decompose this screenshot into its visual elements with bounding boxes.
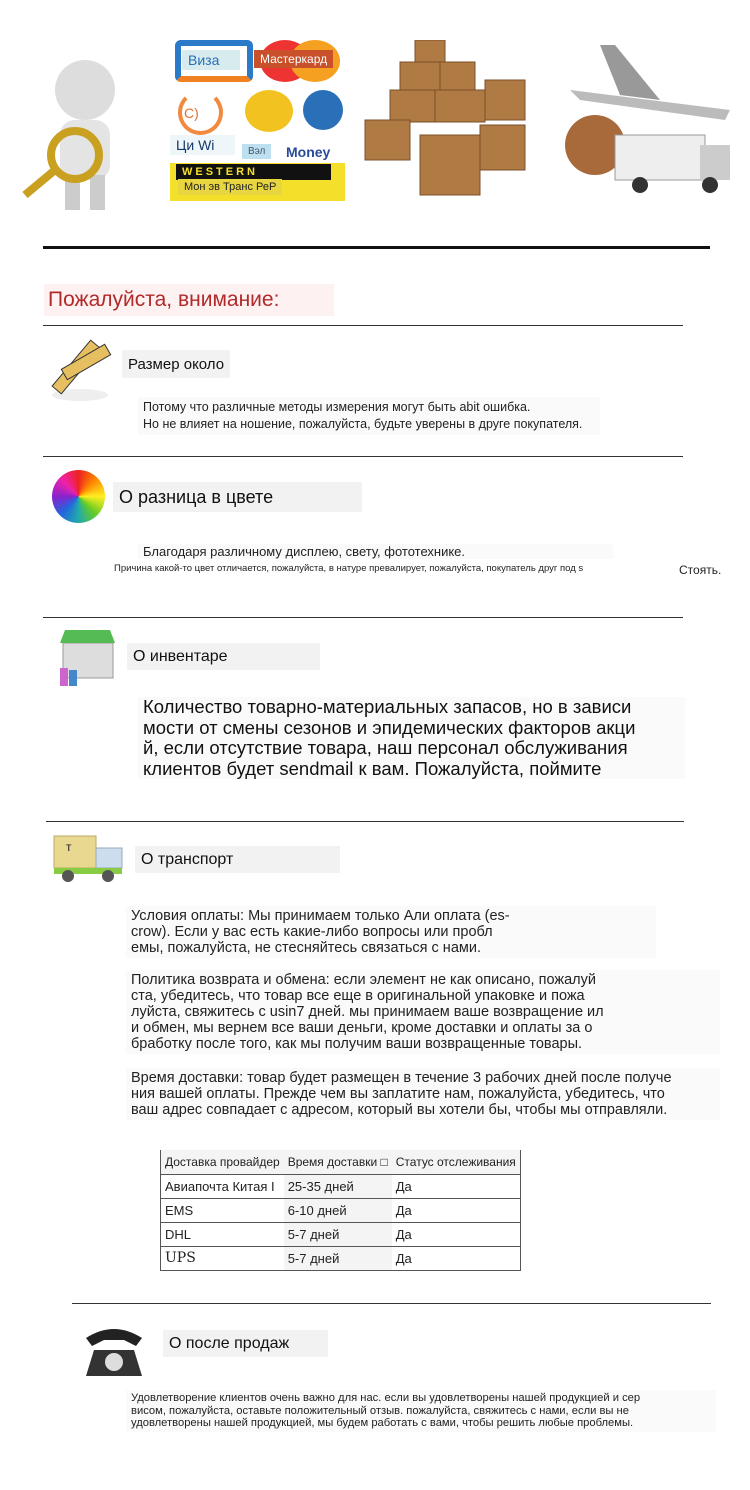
- table-cell: Да: [392, 1246, 521, 1270]
- table-row: [161, 1246, 521, 1270]
- shipping-table: [160, 1150, 521, 1271]
- payment-logos: [170, 35, 350, 205]
- table-header-row: [161, 1150, 521, 1174]
- color-text-1: Благодаря различному дисплею, свету, фототехнике.: [138, 544, 613, 559]
- notice-heading: Пожалуйста, внимание:: [44, 284, 334, 316]
- table-header: Статус отслеживания: [392, 1150, 521, 1174]
- boxes-image: [360, 40, 530, 205]
- divider: [72, 1303, 711, 1304]
- transport-title: О транспорт: [135, 846, 340, 873]
- truck-icon: [52, 828, 125, 888]
- table-cell: 5-7 дней: [284, 1246, 392, 1270]
- table-row: [161, 1198, 521, 1222]
- delivery-time-text: Время доставки: товар будет размещен в течение 3 рабочих дней после получе ния вашей оплаты. Прежде чем вы заплатите нам, пожалуйста, убедитесь, что ваш адрес совпадает с адресом, который вы хотели бы, чтобы мы отправляли.: [126, 1068, 720, 1120]
- western-label: WESTERN: [176, 164, 331, 180]
- header-divider: [43, 246, 710, 249]
- inventory-title: О инвентаре: [127, 643, 320, 670]
- divider: [43, 617, 683, 618]
- table-cell: 25-35 дней: [284, 1174, 392, 1198]
- table-cell: 6-10 дней: [284, 1198, 392, 1222]
- magnifier-person-image: [15, 30, 145, 215]
- table-cell: EMS: [161, 1198, 284, 1222]
- table-cell: Да: [392, 1174, 521, 1198]
- color-wheel-icon: [52, 470, 105, 523]
- return-policy-text: Политика возврата и обмена: если элемент не как описано, пожалуй ста, убедитесь, что товар все еще в оригинальной упаковке и пожа луйста, свяжитесь с usin7 дней. мы принимаем ваше возвращение ил и обмен, мы вернем все ваши деньги, кроме доставки и оплаты за о бработку после того, как мы получим ваши возвращенные товары.: [126, 970, 720, 1054]
- western-sub-label: Мон эв Транс РеР: [178, 179, 282, 195]
- table-header: Время доставки □: [284, 1150, 392, 1174]
- divider: [43, 456, 683, 457]
- table-cell: UPS: [161, 1246, 284, 1270]
- color-text-2: Причина какой-то цвет отличается, пожалуйста, в натуре превалирует, пожалуйста, покупатель друг под s: [114, 563, 584, 574]
- webmoney-small-label: Вэл: [242, 144, 271, 159]
- table-header: Доставка провайдер: [161, 1150, 284, 1174]
- visa-label: Виза: [182, 50, 240, 70]
- table-cell: Да: [392, 1222, 521, 1246]
- table-row: [161, 1174, 521, 1198]
- table-cell: DHL: [161, 1222, 284, 1246]
- divider: [43, 325, 683, 326]
- ruler-icon: [45, 335, 115, 405]
- table-cell: Да: [392, 1198, 521, 1222]
- webmoney-label: Money: [286, 144, 331, 160]
- size-text: Потому что различные методы измерения могут быть abit ошибка. Но не влияет на ношение, пожалуйста, будьте уверены в друге покупателя.: [138, 397, 600, 435]
- plane-truck-image: [540, 35, 740, 205]
- store-icon: [55, 628, 120, 690]
- truck-icon-letter: т: [66, 840, 72, 854]
- qiwi-label: Ци Wi: [170, 135, 235, 155]
- divider: [46, 821, 684, 822]
- telephone-icon: [80, 1320, 148, 1380]
- payment-terms-text: Условия оплаты: Мы принимаем только Али оплата (es- crow). Если у вас есть какие-либо вопросы или пробл емы, пожалуйста, не стесняйтесь связаться с нами.: [126, 906, 656, 958]
- qiwi-c-label: С): [184, 105, 199, 121]
- color-title: О разница в цвете: [113, 482, 362, 512]
- aftersales-title: О после продаж: [163, 1330, 328, 1357]
- color-text-3: Стоять.: [679, 563, 722, 577]
- table-cell: 5-7 дней: [284, 1222, 392, 1246]
- aftersales-text: Удовлетворение клиентов очень важно для нас. если вы удовлетворены нашей продукцией и сер висом, пожалуйста, оставьте положительный отзыв. пожалуйста, свяжитесь с нами, если вы не удовлетворены нашей продукцией, мы будем работать с вами, чтобы решить любые проблемы.: [126, 1390, 716, 1432]
- table-row: [161, 1222, 521, 1246]
- inventory-text: Количество товарно-материальных запасов, но в зависи мости от смены сезонов и эпидемических факторов акци й, если отсутствие товара, наш персонал обслуживания клиентов будет sendmail к вам. Пожалуйста, поймите: [138, 697, 685, 779]
- size-title: Размер около: [122, 350, 230, 378]
- table-cell: Авиапочта Китая I: [161, 1174, 284, 1198]
- mastercard-label: Мастеркард: [254, 50, 333, 68]
